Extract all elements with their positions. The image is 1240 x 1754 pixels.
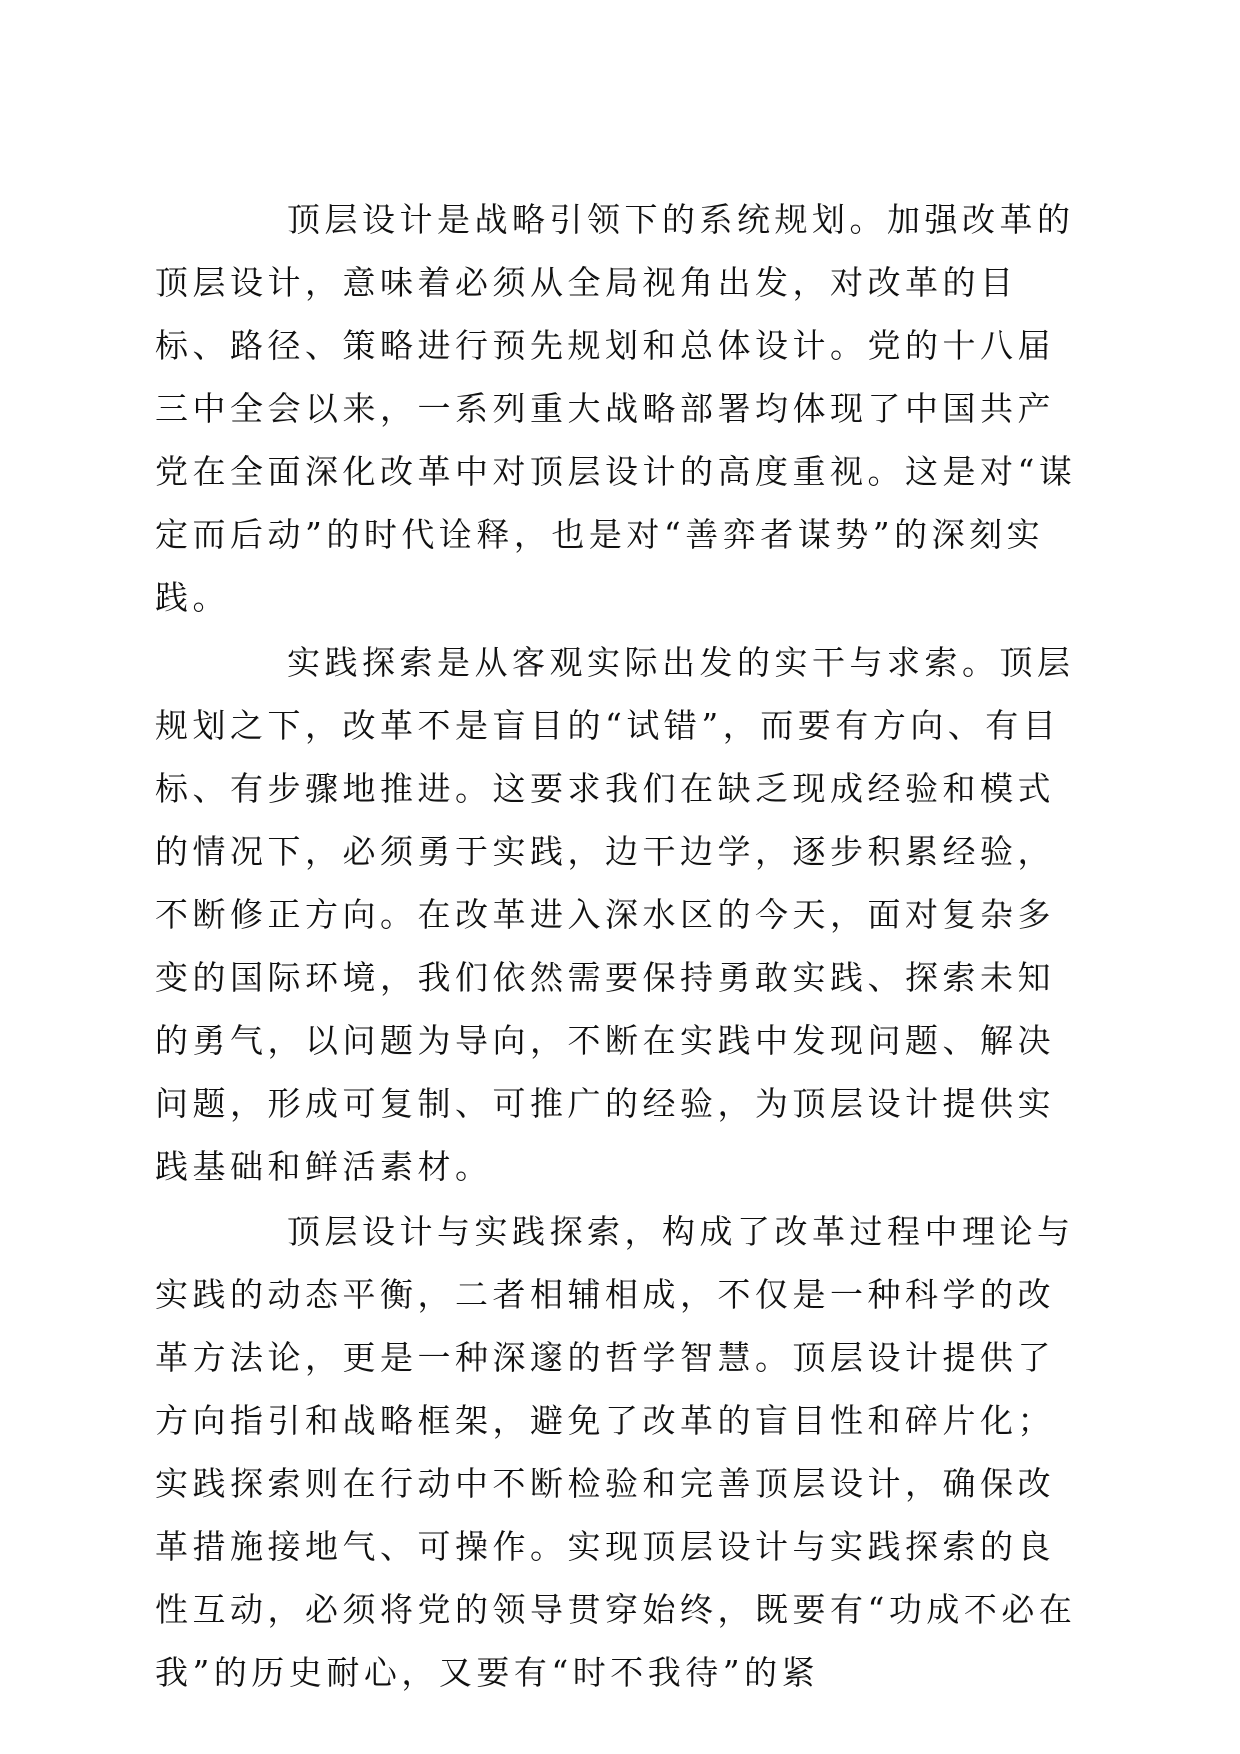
- paragraph-practice-exploration: 实践探索是从客观实际出发的实干与求索。顶层规划之下，改革不是盲目的“试错”，而要有方向、有目标、有步骤地推进。这要求我们在缺乏现成经验和模式的情况下，必须勇于实践，边干边学，逐步积累经验，不断修正方向。在改革进入深水区的今天，面对复杂多变的国际环境，我们依然需要保持勇敢实践、探索未知的勇气，以问题为导向，不断在实践中发现问题、解决问题，形成可复制、可推广的经验，为顶层设计提供实践基础和鲜活素材。: [155, 643, 1075, 1186]
- paragraph-dynamic-balance: 顶层设计与实践探索，构成了改革过程中理论与实践的动态平衡，二者相辅相成，不仅是一种科学的改革方法论，更是一种深邃的哲学智慧。顶层设计提供了方向指引和战略框架，避免了改革的盲目性和碎片化；实践探索则在行动中不断检验和完善顶层设计，确保改革措施接地气、可操作。实现顶层设计与实践探索的良性互动，必须将党的领导贯穿始终，既要有“功成不必在我”的历史耐心，又要有“时不我待”的紧: [155, 1212, 1077, 1692]
- document-body: [155, 188, 1085, 1704]
- paragraph-top-level-design: 顶层设计是战略引领下的系统规划。加强改革的顶层设计，意味着必须从全局视角出发，对改革的目标、路径、策略进行预先规划和总体设计。党的十八届三中全会以来，一系列重大战略部署均体现了中国共产党在全面深化改革中对顶层设计的高度重视。这是对“谋定而后动”的时代诠释，也是对“善弈者谋势”的深刻实践。: [155, 200, 1077, 617]
